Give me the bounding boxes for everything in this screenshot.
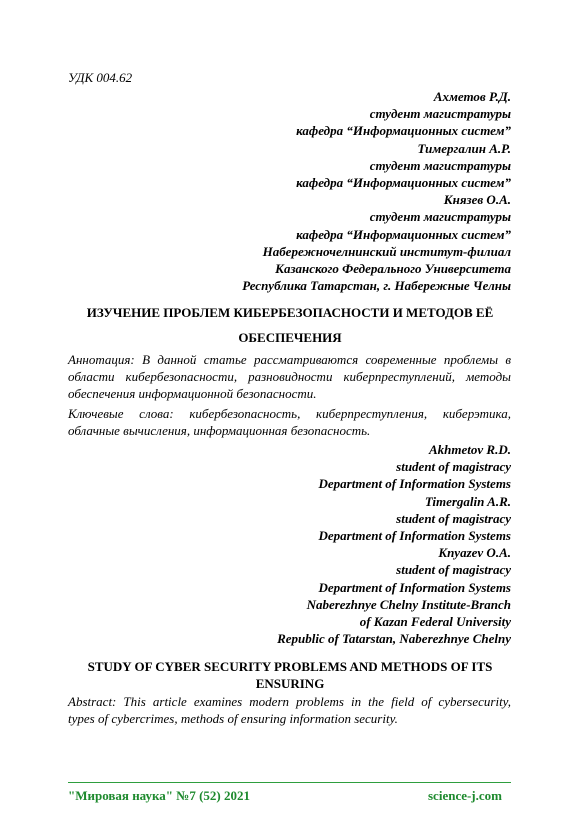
udk-code: УДК 004.62 bbox=[68, 70, 133, 85]
ru-keywords-line: облачные вычисления, информационная безопасность. bbox=[68, 423, 371, 439]
ru-title-line: ИЗУЧЕНИЕ ПРОБЛЕМ КИБЕРБЕЗОПАСНОСТИ И МЕТОДОВ ЕЁ bbox=[86, 305, 494, 320]
ru-author-line: студент магистратуры bbox=[369, 106, 511, 122]
en-author-line: of Kazan Federal University bbox=[359, 614, 511, 630]
ru-title-line: ОБЕСПЕЧЕНИЯ bbox=[238, 330, 342, 345]
en-author-line: student of magistracy bbox=[396, 459, 511, 475]
ru-author-line: студент магистратуры bbox=[369, 209, 511, 225]
ru-abstract-line: области кибербезопасности, разновидности киберпреступлений, методы bbox=[68, 369, 511, 385]
ru-keywords-line: Ключевые слова: кибербезопасность, киберпреступления, киберэтика, bbox=[68, 406, 511, 421]
en-abstract bbox=[68, 693, 511, 727]
ru-abstract bbox=[68, 351, 511, 403]
ru-author-line: кафедра “Информационных систем” bbox=[296, 175, 511, 191]
en-abstract-line: types of cybercrimes, methods of ensuring information security. bbox=[68, 711, 398, 727]
ru-author-line: Республика Татарстан, г. Набережные Челны bbox=[242, 278, 511, 294]
en-author-line: Timergalin A.R. bbox=[424, 493, 511, 509]
ru-keywords bbox=[68, 405, 511, 439]
en-author-line: student of magistracy bbox=[396, 562, 511, 578]
ru-abstract-line: обеспечения информационной безопасности. bbox=[68, 386, 317, 402]
ru-author-line: Тимергалин А.Р. bbox=[417, 140, 511, 156]
en-author-line: Knyazev O.A. bbox=[438, 545, 511, 561]
journal-citation: "Мировая наука" №7 (52) 2021 bbox=[68, 788, 250, 803]
en-author-line: Department of Information Systems bbox=[318, 476, 511, 492]
ru-author-line: Набережночелнинский институт-филиал bbox=[262, 243, 511, 259]
ru-abstract-line: Аннотация: В данной статье рассматриваются современные проблемы в bbox=[68, 352, 511, 367]
en-title-line: STUDY OF CYBER SECURITY PROBLEMS AND METHODS OF ITS bbox=[87, 659, 493, 674]
journal-website: science-j.com bbox=[428, 788, 502, 803]
en-author-block bbox=[277, 441, 511, 647]
ru-author-line: Ахметов Р.Д. bbox=[433, 89, 511, 104]
en-title-line: ENSURING bbox=[255, 676, 325, 691]
ru-author-line: кафедра “Информационных систем” bbox=[296, 123, 511, 139]
en-author-line: Naberezhnye Chelny Institute-Branch bbox=[306, 596, 511, 612]
en-abstract-line: Abstract: This article examines modern problems in the field of cybersecurity, bbox=[68, 694, 511, 709]
en-author-line: Department of Information Systems bbox=[318, 528, 511, 544]
en-author-line: Department of Information Systems bbox=[318, 579, 511, 595]
ru-author-line: кафедра “Информационных систем” bbox=[296, 226, 511, 242]
ru-author-line: Казанского Федерального Университета bbox=[275, 261, 511, 277]
footer-divider bbox=[68, 782, 511, 783]
ru-author-line: студент магистратуры bbox=[369, 157, 511, 173]
ru-author-block bbox=[242, 88, 511, 294]
en-author-line: Republic of Tatarstan, Naberezhnye Chelny bbox=[277, 631, 511, 647]
en-author-line: student of magistracy bbox=[396, 510, 511, 526]
en-author-line: Akhmetov R.D. bbox=[429, 442, 511, 457]
ru-author-line: Князев О.А. bbox=[443, 192, 511, 208]
